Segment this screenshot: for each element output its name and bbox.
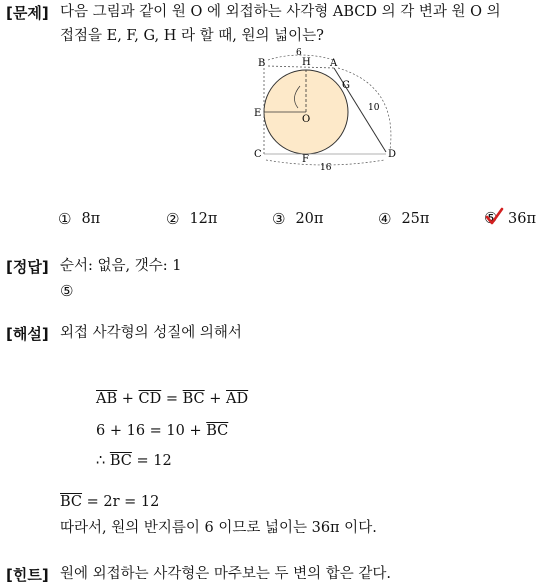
label-f: F: [302, 154, 309, 165]
answer-tag: [정답]: [6, 258, 49, 276]
label-c: C: [254, 149, 262, 160]
hint-text: 원에 외접하는 사각형은 마주보는 두 변의 합은 같다.: [60, 566, 392, 582]
equation-1: [96, 391, 248, 407]
answer-value: ⑤: [60, 282, 74, 300]
choice-3-number: ③: [272, 210, 286, 228]
explanation-tag: [해설]: [6, 325, 49, 343]
label-d: D: [388, 149, 397, 160]
label-b: B: [258, 58, 266, 69]
choice-5-value: 36π: [508, 211, 536, 227]
measure-right: 10: [368, 103, 380, 113]
choice-1-value: 8π: [81, 211, 101, 227]
choice-4-value: 25π: [401, 211, 430, 227]
label-o: O: [302, 114, 311, 125]
choice-2-value: 12π: [189, 211, 218, 227]
eq2-lhs: 6 + 16 = 10 +: [96, 423, 202, 439]
choice-5-number: ⑤: [484, 209, 498, 227]
eq1-plus2: +: [209, 391, 222, 407]
eq4-rhs: = 2r = 12: [86, 494, 160, 510]
segment-bc: $\overline{BC}$: [182, 391, 205, 407]
measure-top: 6: [296, 48, 302, 58]
equation-4: [60, 494, 159, 510]
label-e: E: [254, 108, 262, 119]
choice-1[interactable]: [58, 210, 100, 228]
segment-ab: $\overline{AB}$: [96, 391, 118, 407]
choice-2[interactable]: [166, 210, 217, 228]
equation-2: [96, 423, 228, 439]
eq1-equals: =: [165, 391, 179, 407]
choice-1-number: ①: [58, 210, 72, 228]
choice-2-number: ②: [166, 210, 180, 228]
segment-cd: $\overline{CD}$: [138, 391, 162, 407]
problem-text-line2: 접점을 E, F, G, H 라 할 때, 원의 넓이는?: [60, 28, 324, 44]
eq3-segment-bc: $\overline{BC}$: [109, 453, 132, 469]
geometry-figure: [250, 46, 410, 172]
choice-4-number: ④: [378, 210, 392, 228]
answer-order-line: 순서: 없음, 갯수: 1: [60, 258, 182, 274]
therefore-symbol: ∴: [96, 453, 106, 469]
eq1-plus1: +: [121, 391, 134, 407]
segment-ad: $\overline{AD}$: [226, 391, 249, 407]
choice-3-value: 20π: [295, 211, 324, 227]
measure-bottom: 16: [320, 163, 332, 173]
explanation-conclusion: 따라서, 원의 반지름이 6 이므로 넓이는 36π 이다.: [60, 520, 377, 536]
hint-tag: [힌트]: [6, 566, 49, 584]
choice-4[interactable]: [378, 210, 429, 228]
checkmark-icon: [484, 207, 504, 227]
eq4-segment-bc: $\overline{BC}$: [60, 494, 83, 510]
choice-3[interactable]: [272, 210, 323, 228]
problem-text-line1: 다음 그림과 같이 원 O 에 외접하는 사각형 ABCD 의 각 변과 원 O 의: [60, 4, 501, 20]
eq3-rhs: = 12: [136, 453, 172, 469]
problem-tag: [문제]: [6, 4, 49, 22]
eq2-segment-bc: $\overline{BC}$: [206, 423, 229, 439]
label-h: H: [302, 57, 311, 68]
label-a: A: [330, 58, 338, 69]
label-g: G: [342, 80, 350, 91]
choice-5[interactable]: [484, 210, 536, 228]
equation-3: [96, 453, 172, 469]
choice-5-number-checked: [484, 210, 502, 228]
explanation-intro: 외접 사각형의 성질에 의해서: [60, 325, 242, 341]
